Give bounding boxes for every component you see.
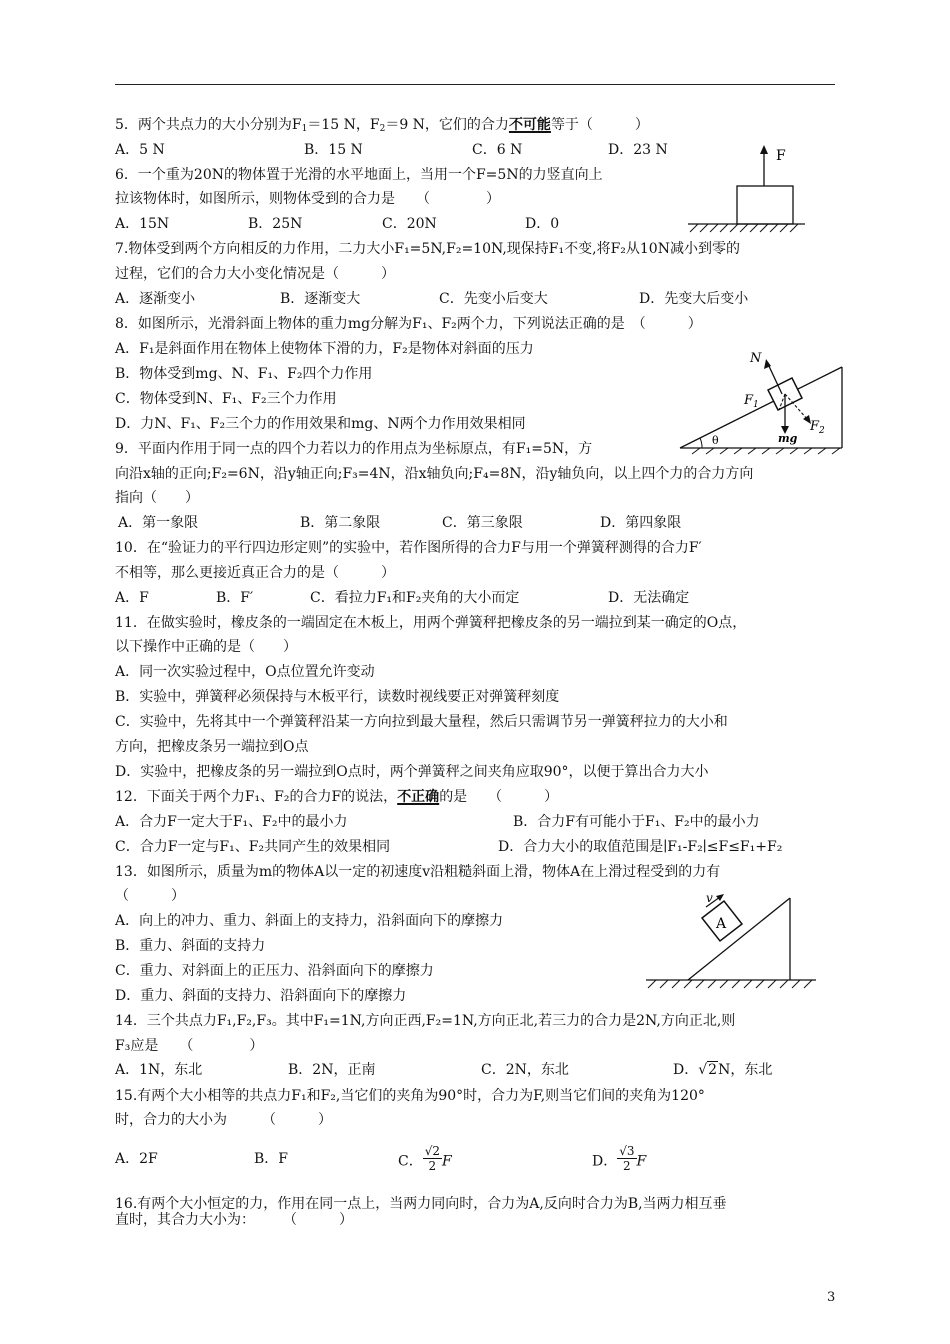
q9-option-a: A．第一象限 [118,515,199,531]
question-8-stem: 8．如图所示，光滑斜面上物体的重力mg分解为F₁、F₂两个力，下列说法正确的是 （ ） [115,316,702,332]
question-15-line2: 时，合力的大小为 （ ） [115,1112,332,1128]
question-6-line1: 6．一个重为20N的物体置于光滑的水平地面上，当用一个F=5N的力竖直向上 [115,167,603,183]
q12-option-c: C．合力F一定与F₁、F₂共同产生的效果相同 [115,839,391,855]
question-5-stem: 5．两个共点力的大小分别为$F_1=15$ N，$F_2=9$ N，它们的合力不可能等于（ ） [115,117,649,134]
question-9-line1: 9．平面内作用于同一点的四个力若以力的作用点为坐标原点，有F₁=5N，方 [115,441,593,457]
q15-option-a: A．2F [115,1151,158,1167]
label-n: N [750,351,762,366]
q6-option-b: B．25N [248,216,303,232]
question-14-line1: 14．三个共点力F₁,F₂,F₃。其中F₁=1N,方向正西,F₂=1N,方向正北,若三力的合力是2N,方向正北,则 [115,1013,736,1029]
q8-option-d: D．力N、F₁、F₂三个力的作用效果和mg、N两个力作用效果相同 [115,416,526,432]
q7-option-b: B．逐渐变大 [280,291,361,307]
angle-arc [700,438,702,448]
q10-option-c: C．看拉力F₁和F₂夹角的大小而定 [310,590,520,606]
ground-hatching [690,224,798,232]
emphasis-not-possible: 不可能 [508,117,551,133]
q10-option-d: D．无法确定 [608,590,690,606]
q12-option-a: A．合力F一定大于F₁、F₂中的最小力 [115,814,348,830]
q14-option-c: C．2N，东北 [481,1062,569,1078]
block [737,186,793,224]
label-f2: $F_2$ [810,419,825,436]
q15-option-d: D． $\frac{√3}{2}$ F [592,1144,647,1173]
angle-theta: θ [712,434,719,447]
incline-hatching [692,448,840,454]
question-16-line2: 直时，其合力大小为： （ ） [115,1212,353,1228]
page-number: 3 [827,1290,836,1305]
q11-option-b: B．实验中，弹簧秤必须保持与木板平行，读数时视线要正对弹簧秤刻度 [115,689,560,705]
figure-incline-force-decomposition [672,342,852,457]
label-block-a: A [716,916,727,932]
q15-option-c: C． $\frac{√2}{2}$ F [398,1144,452,1173]
q5-option-c: C．6 N [472,142,523,158]
q14-option-b: B．2N，正南 [288,1062,376,1078]
incline-slope [688,898,790,980]
q5-option-d: D．23 N [608,142,668,158]
figure-block-sliding-up-incline [640,888,820,998]
q14-option-d: D．√2N，东北 [673,1062,773,1078]
q15-option-b: B．F [254,1151,289,1167]
q13-option-b: B．重力、斜面的支持力 [115,938,266,954]
q6-option-c: C．20N [382,216,437,232]
q5-option-a: A．5 N [115,142,165,158]
force-arrow-head [760,145,768,154]
q6-option-d: D．0 [525,216,560,232]
q5-option-b: B．15 N [304,142,363,158]
q7-option-a: A．逐渐变小 [115,291,196,307]
q14-option-a: A．1N，东北 [115,1062,203,1078]
velocity-head [716,894,724,901]
q11-option-c-line1: C．实验中，先将其中一个弹簧秤沿某一方向拉到最大量程，然后只需调节另一弹簧秤拉力的大小和 [115,714,728,730]
incline-slope [680,367,842,448]
question-10-line1: 10．在“验证力的平行四边形定则”的实验中，若作图所得的合力F与用一个弹簧秤测得的合力F′ [115,540,702,556]
ground-hatching [648,980,812,988]
q11-option-a: A．同一次实验过程中，O点位置允许变动 [115,664,375,680]
q11-option-c-line2: 方向，把橡皮条另一端拉到O点 [115,739,309,755]
label-f1: $F_1$ [744,393,759,410]
q7-option-c: C．先变小后变大 [439,291,548,307]
label-mg: mg [778,432,798,445]
q9-option-b: B．第二象限 [300,515,381,531]
q9-option-c: C．第三象限 [442,515,523,531]
q10-option-a: A．F [115,590,149,606]
figure-block-on-ground [680,140,810,240]
q9-option-d: D．第四象限 [600,515,682,531]
q13-option-a: A．向上的冲力、重力、斜面上的支持力，沿斜面向下的摩擦力 [115,913,504,929]
question-7-line2: 过程，它们的合力大小变化情况是（ ） [115,266,395,282]
q11-option-d: D．实验中，把橡皮条的另一端拉到O点时，两个弹簧秤之间夹角应取90°，以便于算出合力大小 [115,764,709,780]
q7-option-d: D．先变大后变小 [639,291,749,307]
question-13-line2: （ ） [115,888,185,904]
q8-option-a: A．F₁是斜面作用在物体上使物体下滑的力，F₂是物体对斜面的压力 [115,341,534,357]
q12-option-d: D．合力大小的取值范围是∣F₁-F₂∣≤F≤F₁+F₂ [498,839,783,855]
q10-option-b: B．F′ [216,590,254,606]
q8-option-c: C．物体受到N、F₁、F₂三个力作用 [115,391,337,407]
question-9-line3: 指向（ ） [115,490,199,506]
q13-option-c: C．重力、对斜面上的正压力、沿斜面向下的摩擦力 [115,963,434,979]
question-7-line1: 7.物体受到两个方向相反的力作用，二力大小F₁=5N,F₂=10N,现保持F₁不变,将F₂从10N减小到零的 [115,241,740,257]
question-12-stem: 12．下面关于两个力F₁、F₂的合力F的说法，不正确的是 （ ） [115,789,559,805]
question-9-line2: 向沿x轴的正向;F₂=6N，沿y轴正向;F₃=4N，沿x轴负向;F₄=8N，沿y轴负向，以上四个力的合力方向 [115,466,754,482]
header-rule [115,84,835,85]
question-10-line2: 不相等，那么更接近真正合力的是（ ） [115,565,395,581]
q12-option-b: B．合力F有可能小于F₁、F₂中的最小力 [513,814,760,830]
force-label-f: F [776,148,786,164]
q8-option-b: B．物体受到mg、N、F₁、F₂四个力作用 [115,366,373,382]
question-11-line1: 11．在做实验时，橡皮条的一端固定在木板上，用两个弹簧秤把橡皮条的另一端拉到某一确定的O点， [115,615,747,631]
question-15-line1: 15.有两个大小相等的共点力F₁和F₂,当它们的夹角为90°时，合力为F,则当它们间的夹角为120° [115,1088,705,1104]
label-v: v [706,891,713,905]
question-16-line1: 16.有两个大小恒定的力，作用在同一点上，当两力同向时，合力为A,反向时合力为B,当两力相互垂 [115,1196,727,1212]
emphasis-incorrect: 不正确 [397,789,440,805]
q13-option-d: D．重力、斜面的支持力、沿斜面向下的摩擦力 [115,988,407,1004]
question-13-line1: 13．如图所示，质量为m的物体A以一定的初速度v沿粗糙斜面上滑，物体A在上滑过程受到的力有 [115,864,721,880]
question-11-line2: 以下操作中正确的是（ ） [115,639,297,655]
question-6-line2: 拉该物体时，如图所示，则物体受到的合力是 （ ） [115,191,500,207]
question-14-line2: F₃应是 （ ） [115,1038,264,1054]
q6-option-a: A．15N [115,216,170,232]
